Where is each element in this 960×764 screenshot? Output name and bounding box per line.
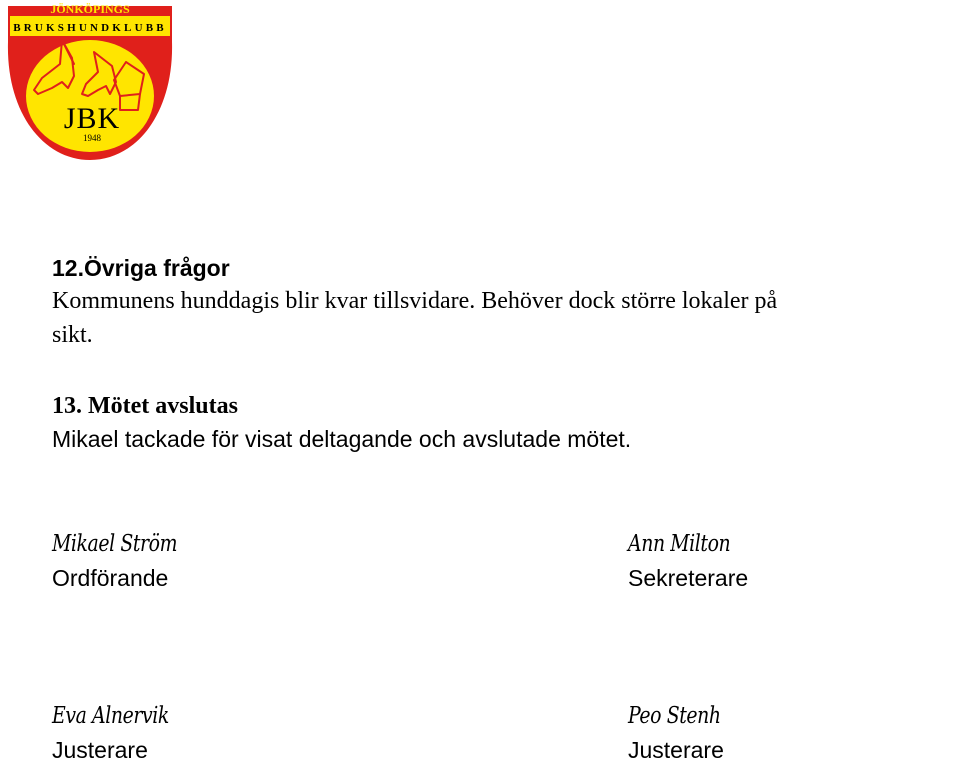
signature-secretary: Ann Milton (628, 531, 731, 557)
section-13-text: Mikael tackade för visat deltagande och avslutade mötet. (52, 426, 632, 452)
role-secretary: Sekreterare (628, 565, 749, 591)
section-13-heading: 13. Mötet avslutas (52, 393, 238, 419)
role-chairman: Ordförande (52, 565, 169, 591)
section-12-line-2: sikt. (52, 322, 93, 348)
section-12-line-1: Kommunens hunddagis blir kvar tillsvidare. Behöver dock större lokaler på (52, 288, 778, 314)
logo-band-text: BRUKSHUNDKLUBB (13, 22, 167, 34)
logo-monogram: JBK (63, 102, 121, 135)
logo-year: 1948 (83, 133, 101, 143)
section-12-heading: 12.Övriga frågor (52, 255, 230, 281)
logo-top-text: JÖNKÖPINGS (50, 2, 130, 16)
role-adjuster-2: Justerare (628, 737, 724, 763)
club-logo (2, 2, 178, 164)
signature-adjuster-1: Eva Alnervik (52, 703, 169, 729)
signature-adjuster-2: Peo Stenh (628, 703, 721, 729)
signature-chairman: Mikael Ström (52, 531, 178, 557)
role-adjuster-1: Justerare (52, 737, 148, 763)
